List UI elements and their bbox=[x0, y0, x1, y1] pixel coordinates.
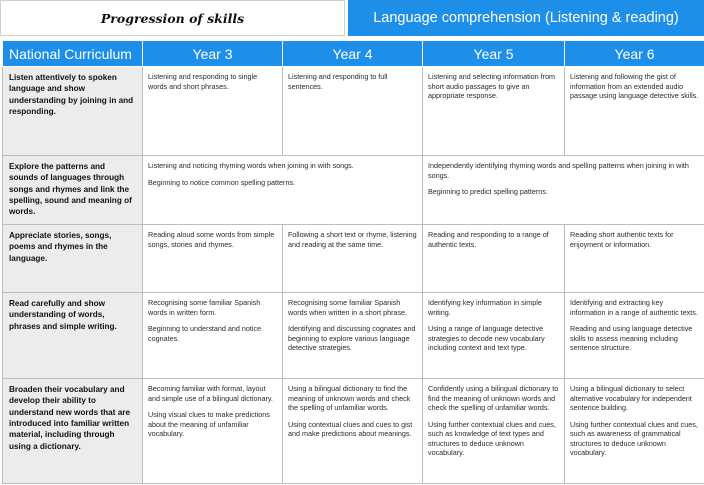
col-year-4: Year 4 bbox=[283, 41, 423, 67]
year3-cell bbox=[143, 67, 283, 156]
cell-text: Beginning to predict spelling patterns. bbox=[428, 187, 548, 196]
cell-text: Recognising some familiar Spanish words in written form. bbox=[148, 298, 261, 317]
cell-text: Reading aloud some words from simple songs, stories and rhymes. bbox=[148, 230, 275, 249]
table-row bbox=[3, 379, 704, 484]
cell-text: Confidently using a bilingual dictionary to find the meaning of unknown words and check the spelling of unfamiliar words. bbox=[428, 384, 559, 412]
year3-4-cell bbox=[143, 156, 423, 225]
cell-text: Identifying and extracting key information in a range of authentic texts. bbox=[570, 298, 698, 317]
subject-title: Language comprehension (Listening & reading) bbox=[373, 10, 679, 26]
progression-table bbox=[2, 40, 704, 484]
cell-text: Independently identifying rhyming words and spelling patterns when joining in with songs. bbox=[428, 161, 689, 180]
year3-cell bbox=[143, 379, 283, 484]
year3-cell bbox=[143, 225, 283, 293]
cell-text: Identifying and discussing cognates and beginning to explore various language detective strategies. bbox=[288, 324, 416, 352]
cell-text: Listening and following the gist of information from an extended audio passage using language detective skills. bbox=[570, 72, 699, 100]
page-title: Progression of skills bbox=[100, 10, 245, 26]
year4-cell bbox=[283, 379, 423, 484]
cell-text: Reading and responding to a range of authentic texts. bbox=[428, 230, 549, 249]
page-header bbox=[0, 0, 704, 36]
title-box bbox=[0, 0, 345, 36]
cell-text: Reading short authentic texts for enjoyment or information. bbox=[570, 230, 674, 249]
year4-cell bbox=[283, 67, 423, 156]
year5-cell bbox=[423, 67, 565, 156]
cell-text: Listening and noticing rhyming words when joining in with songs. bbox=[148, 161, 354, 170]
col-national-curriculum: National Curriculum bbox=[3, 41, 143, 67]
table-row bbox=[3, 67, 704, 156]
cell-text: Using further contextual clues and cues, such as awareness of grammatical structures to deduce unknown vocabulary. bbox=[570, 419, 698, 457]
cell-text: Following a short text or rhyme, listening and reading at the same time. bbox=[288, 230, 417, 249]
col-year-5: Year 5 bbox=[423, 41, 565, 67]
year5-cell bbox=[423, 293, 565, 379]
cell-text: Using a range of language detective strategies to decode new vocabulary including context and text type. bbox=[428, 324, 545, 352]
cell-text: Using a bilingual dictionary to select alternative vocabulary for independent sentence building. bbox=[570, 384, 692, 412]
col-year-6: Year 6 bbox=[565, 41, 704, 67]
table-row bbox=[3, 225, 704, 293]
col-year-3: Year 3 bbox=[143, 41, 283, 67]
cell-text: Identifying key information in simple writing. bbox=[428, 298, 542, 317]
cell-text: Listening and selecting information from short audio passages to give an appropriate response. bbox=[428, 72, 556, 100]
cell-text: Recognising some familiar Spanish words when written in a short phrase. bbox=[288, 298, 408, 317]
year6-cell bbox=[565, 379, 704, 484]
cell-text: Beginning to notice common spelling patterns. bbox=[148, 177, 296, 187]
year5-6-cell bbox=[423, 156, 704, 225]
year5-cell bbox=[423, 379, 565, 484]
table-row bbox=[3, 293, 704, 379]
year6-cell bbox=[565, 225, 704, 293]
year5-cell bbox=[423, 225, 565, 293]
objective-cell: Listen attentively to spoken language and show understanding by joining in and responding. bbox=[3, 67, 143, 156]
year4-cell bbox=[283, 293, 423, 379]
cell-text: Listening and responding to single words and short phrases. bbox=[148, 72, 258, 91]
cell-text: Listening and responding to full sentences. bbox=[288, 72, 388, 91]
objective-cell: Appreciate stories, songs, poems and rhymes in the language. bbox=[3, 225, 143, 293]
objective-cell: Explore the patterns and sounds of languages through songs and rhymes and link the spelling, sound and meaning of words. bbox=[3, 156, 143, 225]
table-header-row bbox=[3, 41, 704, 67]
year4-cell bbox=[283, 225, 423, 293]
cell-text: Becoming familiar with format, layout and simple use of a bilingual dictionary. bbox=[148, 384, 273, 403]
subject-banner bbox=[348, 0, 704, 36]
cell-text: Reading and using language detective skills to assess meaning including sentence structure. bbox=[570, 324, 693, 352]
year6-cell bbox=[565, 293, 704, 379]
cell-text: Using contextual clues and cues to gist and make predictions about meanings. bbox=[288, 419, 413, 438]
table-row bbox=[3, 156, 704, 225]
year6-cell bbox=[565, 67, 704, 156]
objective-cell: Read carefully and show understanding of words, phrases and simple writing. bbox=[3, 293, 143, 379]
year3-cell bbox=[143, 293, 283, 379]
cell-text: Beginning to understand and notice cognates. bbox=[148, 324, 262, 343]
objective-cell: Broaden their vocabulary and develop their ability to understand new words that are introduced into familiar written material, including through using a dictionary. bbox=[3, 379, 143, 484]
cell-text: Using visual clues to make predictions about the meaning of unfamiliar vocabulary. bbox=[148, 410, 270, 438]
cell-text: Using a bilingual dictionary to find the meaning of unknown words and check the spelling of unfamiliar words. bbox=[288, 384, 411, 412]
cell-text: Using further contextual clues and cues, such as knowledge of text types and structures to deduce unknown vocabulary. bbox=[428, 419, 556, 457]
